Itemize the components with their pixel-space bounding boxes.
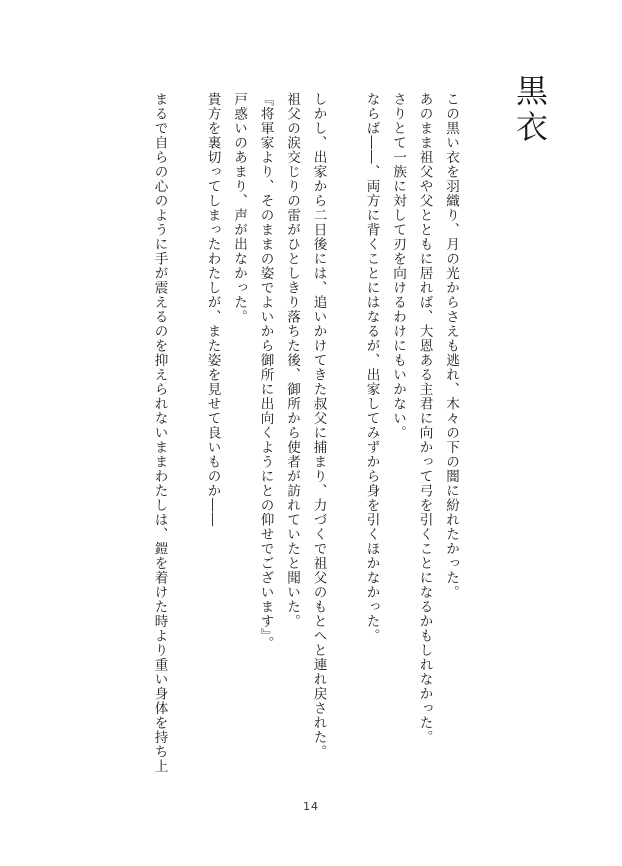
- text-line: この黒い衣を羽織り、月の光からさえも逃れ、木々の下の闇に紛れたかった。: [443, 92, 459, 600]
- paragraph-break: [173, 92, 200, 772]
- text-line: あのまま祖父や父とともに居れば、大恩ある主君に向かって弓を引くことになるかもしれなかった。: [416, 92, 433, 745]
- body-text: [146, 92, 464, 772]
- text-line: ならば――、両方に背くことにはなるが、出家してみずから身を引くほかなかった。: [363, 92, 380, 643]
- text-line: 貴方を裏切ってしまったわたしが、また姿を見せて良いものか――: [204, 92, 221, 527]
- text-line: 戸惑いのあまり、声が出なかった。: [231, 92, 247, 324]
- chapter-title: 黒衣: [511, 74, 549, 146]
- text-line: まるで自らの心のように手が震えるのを抑えられないままわたしは、鎧を着けた時より重い身体を持ち上: [151, 92, 168, 774]
- page-number: 14: [303, 800, 319, 813]
- text-line: 『将軍家より、そのままの姿でよいから御所に出向くようにとの仰せでございます』。: [257, 92, 274, 651]
- text-line: さりとて一族に対して刃を向けるわけにもいかない。: [390, 92, 406, 440]
- text-line: しかし、出家から二日後には、追いかけてきた叔父に捕まり、力づくで祖父のもとへと連れ戻された。: [310, 92, 327, 759]
- paragraph-break: [332, 92, 359, 772]
- text-line: 祖父の涙交じりの雷がひとしきり落ちた後、御所から使者が訪れていたと聞いた。: [284, 92, 300, 629]
